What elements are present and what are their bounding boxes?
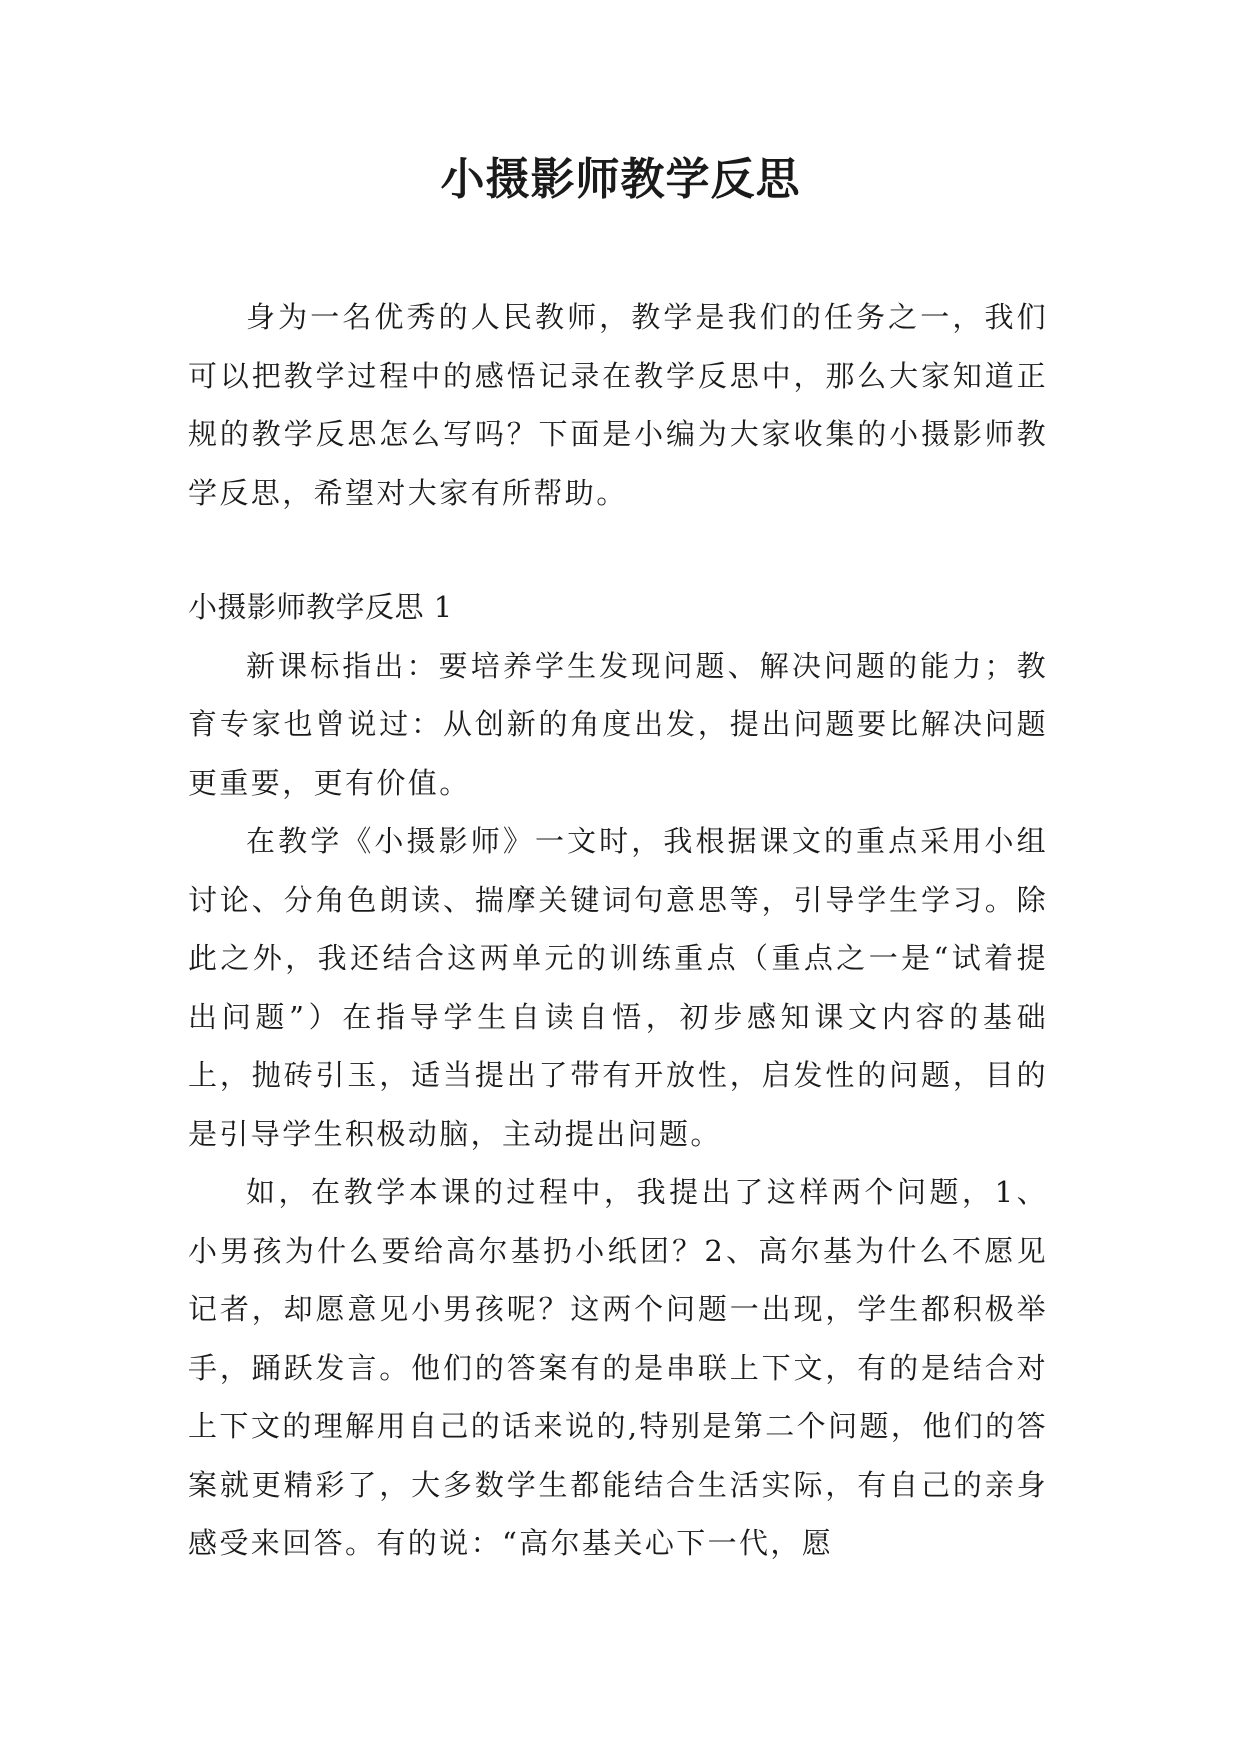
- body-paragraph: 在教学《小摄影师》一文时，我根据课文的重点采用小组讨论、分角色朗读、揣摩关键词句意思等，引导学生学习。除此之外，我还结合这两单元的训练重点（重点之一是“试着提出问题”）在指导学生自读自悟，初步感知课文内容的基础上，抛砖引玉，适当提出了带有开放性，启发性的问题，目的是引导学生积极动脑，主动提出问题。: [188, 824, 1048, 1151]
- body-paragraph: 新课标指出：要培养学生发现问题、解决问题的能力；教育专家也曾说过：从创新的角度出发，提出问题要比解决问题更重要，更有价值。: [188, 648, 1048, 800]
- body-paragraph: 如，在教学本课的过程中，我提出了这样两个问题，1、小男孩为什么要给高尔基扔小纸团？2、高尔基为什么不愿见记者，却愿意见小男孩呢？这两个问题一出现，学生都积极举手，踊跃发言。他们的答案有的是串联上下文，有的是结合对上下文的理解用自己的话来说的,特别是第二个问题，他们的答案就更精彩了，大多数学生都能结合生活实际，有自己的亲身感受来回答。有的说：“高尔基关心下一代，愿: [188, 1175, 1048, 1560]
- intro-paragraph: 身为一名优秀的人民教师，教学是我们的任务之一，我们可以把教学过程中的感悟记录在教学反思中，那么大家知道正规的教学反思怎么写吗？下面是小编为大家收集的小摄影师教学反思，希望对大家有所帮助。: [188, 300, 1048, 510]
- document-title: 小摄影师教学反思: [440, 154, 801, 205]
- document-body: [188, 288, 1048, 1573]
- section-heading: 小摄影师教学反思 1: [188, 590, 453, 624]
